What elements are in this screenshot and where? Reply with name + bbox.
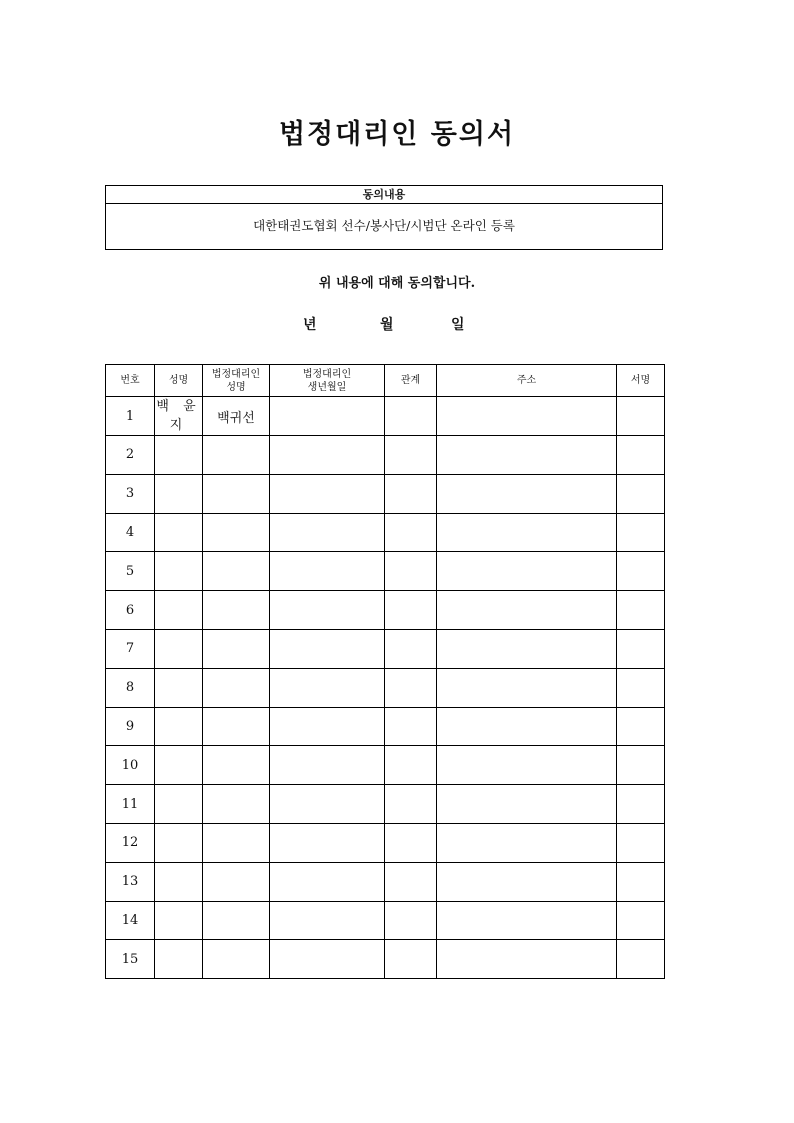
document-title: 법정대리인 동의서 [278, 119, 516, 150]
guardian-name-cell[interactable] [203, 746, 270, 785]
row-number: 8 [106, 668, 155, 707]
signature-cell[interactable] [617, 591, 665, 630]
row-number: 14 [106, 901, 155, 940]
address-cell[interactable] [437, 785, 617, 824]
address-cell[interactable] [437, 629, 617, 668]
table-row [106, 785, 665, 824]
guardian-name-cell[interactable] [203, 629, 270, 668]
header-name: 성명 [155, 365, 203, 397]
guardian-name-cell[interactable] [203, 862, 270, 901]
member-name-line2: 지 [169, 418, 188, 433]
header-signature: 서명 [617, 365, 665, 397]
signature-cell[interactable] [617, 474, 665, 513]
row-number: 15 [106, 940, 155, 979]
member-name-cell[interactable] [155, 629, 203, 668]
address-cell[interactable] [437, 436, 617, 475]
member-name-cell[interactable] [155, 552, 203, 591]
guardian-birthdate-cell[interactable] [270, 746, 385, 785]
table-row [106, 707, 665, 746]
member-name-cell[interactable] [155, 746, 203, 785]
signature-cell[interactable] [617, 668, 665, 707]
guardian-name-cell[interactable] [203, 513, 270, 552]
row-number: 1 [106, 397, 155, 436]
member-name-line1: 백 윤 [156, 399, 201, 414]
row-number: 10 [106, 746, 155, 785]
member-name-cell[interactable] [155, 591, 203, 630]
relation-cell[interactable] [385, 513, 437, 552]
agreement-statement: 위 내용에 대해 동의합니다. [318, 276, 476, 291]
signature-cell[interactable] [617, 513, 665, 552]
table-header-row [106, 365, 665, 397]
table-row [106, 552, 665, 591]
address-cell[interactable] [437, 707, 617, 746]
signature-cell[interactable] [617, 552, 665, 591]
relation-cell[interactable] [385, 436, 437, 475]
address-cell[interactable] [437, 513, 617, 552]
guardian-name-cell[interactable] [203, 474, 270, 513]
header-number: 번호 [106, 365, 155, 397]
table-row [106, 397, 665, 436]
guardian-name-cell[interactable] [203, 901, 270, 940]
address-cell[interactable] [437, 397, 617, 436]
relation-cell[interactable] [385, 901, 437, 940]
relation-cell[interactable] [385, 940, 437, 979]
table-row [106, 668, 665, 707]
guardian-birthdate-cell[interactable] [270, 785, 385, 824]
guardian-birthdate-cell[interactable] [270, 707, 385, 746]
guardian-name-cell[interactable] [203, 785, 270, 824]
guardian-birthdate-cell[interactable] [270, 436, 385, 475]
relation-cell[interactable] [385, 552, 437, 591]
guardian-birthdate-cell[interactable] [270, 901, 385, 940]
member-name-cell[interactable] [155, 707, 203, 746]
relation-cell[interactable] [385, 862, 437, 901]
guardian-birthdate-cell[interactable] [270, 862, 385, 901]
date-month-label: 월 [380, 317, 394, 333]
row-number: 4 [106, 513, 155, 552]
consent-header: 동의내용 [106, 186, 662, 204]
member-name-cell[interactable] [155, 901, 203, 940]
row-number: 13 [106, 862, 155, 901]
guardian-name-cell[interactable] [203, 436, 270, 475]
member-name-cell[interactable] [155, 862, 203, 901]
table-row [106, 901, 665, 940]
table-row [106, 436, 665, 475]
header-guardian-name-line2: 성명 [226, 381, 246, 393]
relation-cell[interactable] [385, 746, 437, 785]
consent-box [105, 185, 663, 250]
member-name-cell[interactable] [155, 668, 203, 707]
signature-cell[interactable] [617, 901, 665, 940]
date-day-label: 일 [451, 317, 465, 333]
member-name-cell[interactable] [155, 785, 203, 824]
signature-cell[interactable] [617, 707, 665, 746]
signature-cell[interactable] [617, 397, 665, 436]
guardian-birthdate-cell[interactable] [270, 940, 385, 979]
address-cell[interactable] [437, 668, 617, 707]
guardian-birthdate-cell[interactable] [270, 668, 385, 707]
relation-cell[interactable] [385, 823, 437, 862]
table-row [106, 862, 665, 901]
table-row [106, 591, 665, 630]
signature-cell[interactable] [617, 785, 665, 824]
guardian-name-cell[interactable] [203, 552, 270, 591]
signature-cell[interactable] [617, 436, 665, 475]
guardian-birthdate-cell[interactable] [270, 823, 385, 862]
header-guardian-birthdate [270, 365, 385, 397]
address-cell[interactable] [437, 746, 617, 785]
table-row [106, 474, 665, 513]
member-name-cell[interactable] [155, 436, 203, 475]
guardian-name-cell[interactable] [203, 940, 270, 979]
signature-cell[interactable] [617, 746, 665, 785]
guardian-birthdate-cell[interactable] [270, 629, 385, 668]
guardian-consent-table [105, 364, 665, 979]
table-row [106, 746, 665, 785]
member-name-cell[interactable] [155, 397, 203, 436]
address-cell[interactable] [437, 940, 617, 979]
relation-cell[interactable] [385, 629, 437, 668]
header-guardian-birth-line1: 법정대리인 [302, 368, 352, 380]
relation-cell[interactable] [385, 397, 437, 436]
signature-cell[interactable] [617, 629, 665, 668]
header-guardian-name [203, 365, 270, 397]
address-cell[interactable] [437, 552, 617, 591]
guardian-birthdate-cell[interactable] [270, 552, 385, 591]
signature-cell[interactable] [617, 862, 665, 901]
header-address: 주소 [437, 365, 617, 397]
row-number: 6 [106, 591, 155, 630]
address-cell[interactable] [437, 901, 617, 940]
guardian-name-cell[interactable] [203, 591, 270, 630]
member-name-cell[interactable] [155, 513, 203, 552]
address-cell[interactable] [437, 474, 617, 513]
header-relation: 관계 [385, 365, 437, 397]
guardian-name-cell[interactable]: 백귀선 [203, 397, 270, 436]
address-cell[interactable] [437, 823, 617, 862]
relation-cell[interactable] [385, 785, 437, 824]
date-year-label: 년 [303, 317, 317, 333]
table-row [106, 629, 665, 668]
relation-cell[interactable] [385, 707, 437, 746]
guardian-birthdate-cell[interactable] [270, 474, 385, 513]
row-number: 7 [106, 629, 155, 668]
member-name-cell[interactable] [155, 940, 203, 979]
guardian-name-cell[interactable] [203, 707, 270, 746]
relation-cell[interactable] [385, 591, 437, 630]
table-row [106, 823, 665, 862]
row-number: 3 [106, 474, 155, 513]
guardian-birthdate-cell[interactable] [270, 513, 385, 552]
consent-body: 대한태권도협회 선수/봉사단/시범단 온라인 등록 [253, 218, 515, 233]
address-cell[interactable] [437, 862, 617, 901]
row-number: 5 [106, 552, 155, 591]
address-cell[interactable] [437, 591, 617, 630]
signature-cell[interactable] [617, 823, 665, 862]
member-name-cell[interactable] [155, 823, 203, 862]
guardian-name-cell[interactable] [203, 668, 270, 707]
guardian-birthdate-cell[interactable] [270, 397, 385, 436]
row-number: 11 [106, 785, 155, 824]
relation-cell[interactable] [385, 474, 437, 513]
row-number: 9 [106, 707, 155, 746]
row-number: 2 [106, 436, 155, 475]
guardian-name-cell[interactable] [203, 823, 270, 862]
table-row [106, 513, 665, 552]
guardian-birthdate-cell[interactable] [270, 591, 385, 630]
row-number: 12 [106, 823, 155, 862]
signature-cell[interactable] [617, 940, 665, 979]
header-guardian-name-line1: 법정대리인 [211, 368, 261, 380]
header-guardian-birth-line2: 생년월일 [307, 381, 347, 393]
relation-cell[interactable] [385, 668, 437, 707]
member-name-cell[interactable] [155, 474, 203, 513]
table-row [106, 940, 665, 979]
